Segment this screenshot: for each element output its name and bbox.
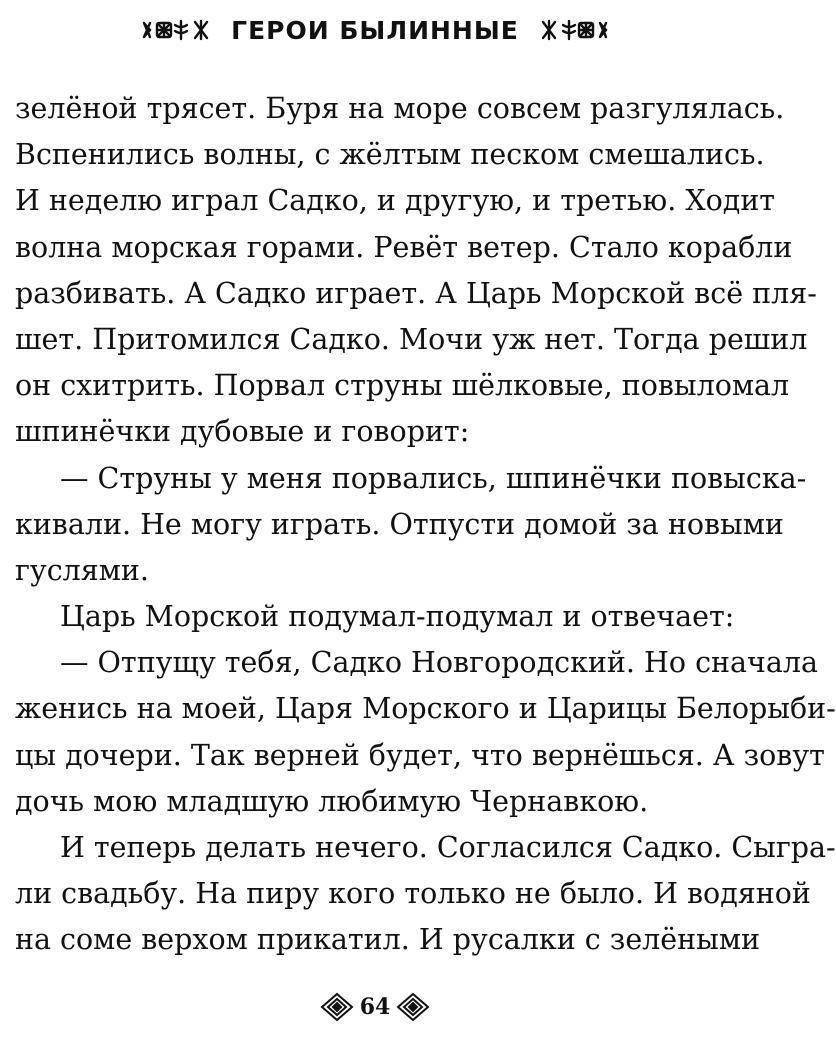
page-number: 64 xyxy=(359,994,391,1020)
text-line: И теперь делать нечего. Согласился Садко. Сыгра- xyxy=(60,831,836,864)
text-line: — Струны у меня порвались, шпинёчки повыска- xyxy=(60,461,807,495)
text-line: зелёной трясет. Буря на море совсем разгулялась. xyxy=(15,92,785,125)
page-footer xyxy=(0,987,750,1027)
text-line: И неделю играл Садко, и другую, и третью. Ходит xyxy=(15,184,776,218)
text-line: — Отпущу тебя, Садко Новгородский. Но сначала xyxy=(60,646,818,680)
text-line: разбивать. А Садко играет. А Царь Морской всё пля- xyxy=(15,276,817,310)
folk-ornament-icon xyxy=(141,17,211,43)
text-line: гуслями. xyxy=(15,553,149,587)
text-line: Вспенились волны, с жёлтым песком смешались. xyxy=(15,138,765,172)
header-title: ГЕРОИ БЫЛИННЫЕ xyxy=(231,15,519,45)
text-line: волна морская горами. Ревёт ветер. Стало корабли xyxy=(15,230,793,264)
folk-ornament-icon xyxy=(539,17,609,43)
text-line: шет. Притомился Садко. Мочи уж нет. Тогда решил xyxy=(15,322,808,356)
text-line: шпинёчки дубовые и говорит: xyxy=(15,415,470,449)
text-line: на соме верхом прикатил. И русалки с зелёными xyxy=(15,923,760,957)
text-line: кивали. Не могу играть. Отпусти домой за новыми xyxy=(15,507,784,541)
text-line: ли свадьбу. На пиру кого только не было. И водяной xyxy=(15,877,811,911)
text-line: дочь мою младшую любимую Чернавкою. xyxy=(15,784,649,818)
body-text xyxy=(15,86,836,964)
running-header xyxy=(0,10,750,50)
text-line: Царь Морской подумал-подумал и отвечает: xyxy=(60,600,735,634)
text-line: он схитрить. Порвал струны шёлковые, повыломал xyxy=(15,369,790,403)
diamond-ornament-icon xyxy=(320,992,354,1022)
text-line: цы дочери. Так верней будет, что вернёшься. А зовут xyxy=(15,738,825,772)
text-line: женись на моей, Царя Морского и Царицы Белорыби- xyxy=(15,692,836,726)
diamond-ornament-icon xyxy=(396,992,430,1022)
